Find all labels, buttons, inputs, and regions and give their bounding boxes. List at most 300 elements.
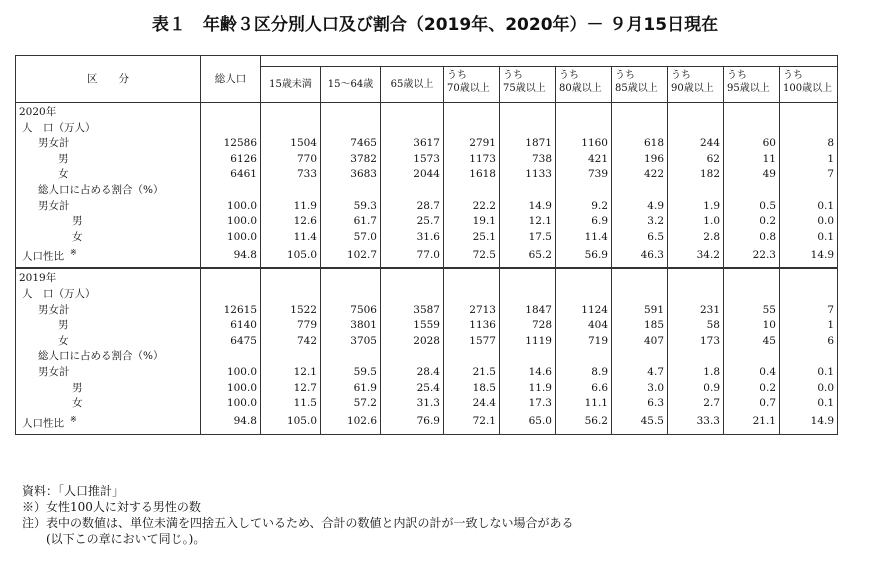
header-sub-bottom: 75歳以上 bbox=[503, 83, 546, 94]
table-cell: 72.1 bbox=[444, 412, 500, 435]
row-label-cell bbox=[16, 136, 201, 152]
table-cell: 3782 bbox=[321, 152, 381, 168]
table-cell: 12.1 bbox=[500, 214, 556, 230]
header-sub-bottom: 80歳以上 bbox=[559, 83, 602, 94]
group-label-row bbox=[16, 121, 838, 137]
table-cell: 45.5 bbox=[612, 412, 668, 435]
table-cell bbox=[201, 287, 261, 303]
table-cell: 1136 bbox=[444, 318, 500, 334]
table-cell: 100.0 bbox=[201, 381, 261, 397]
table-cell: 100.0 bbox=[201, 396, 261, 412]
note-rounding: 注）表中の数値は、単位未満を四捨五入しているため、合計の数値と内訳の計が一致しない場合がある bbox=[22, 516, 574, 530]
table-cell bbox=[444, 349, 500, 365]
row-label: 女 bbox=[58, 168, 69, 181]
table-cell: 3.2 bbox=[612, 214, 668, 230]
table-cell: 22.3 bbox=[724, 245, 780, 268]
table-cell bbox=[261, 183, 321, 199]
table-cell: 3705 bbox=[321, 334, 381, 350]
row-label: 男 bbox=[72, 381, 83, 394]
table-cell: 1119 bbox=[500, 334, 556, 350]
table-cell bbox=[556, 183, 612, 199]
table-cell bbox=[381, 121, 444, 137]
table-cell: 59.5 bbox=[321, 365, 381, 381]
table-cell: 14.6 bbox=[500, 365, 556, 381]
table-cell: 618 bbox=[612, 136, 668, 152]
header-sub-age bbox=[612, 67, 668, 103]
table-cell: 21.5 bbox=[444, 365, 500, 381]
table-cell bbox=[668, 349, 724, 365]
table-cell: 719 bbox=[556, 334, 612, 350]
header-sub-age bbox=[668, 67, 724, 103]
table-cell bbox=[321, 349, 381, 365]
table-cell: 173 bbox=[668, 334, 724, 350]
table-cell: 770 bbox=[261, 152, 321, 168]
table-cell: 0.8 bbox=[724, 230, 780, 246]
table-cell: 1173 bbox=[444, 152, 500, 168]
table-cell: 25.1 bbox=[444, 230, 500, 246]
table-cell: 1 bbox=[780, 318, 838, 334]
table-cell bbox=[381, 268, 444, 287]
table-cell bbox=[780, 287, 838, 303]
table-cell: 6.5 bbox=[612, 230, 668, 246]
table-cell: 100.0 bbox=[201, 214, 261, 230]
row-label: 男女計 bbox=[38, 199, 70, 212]
table-cell bbox=[321, 103, 381, 121]
table-cell: 105.0 bbox=[261, 412, 321, 435]
population-table bbox=[15, 55, 838, 435]
table-cell: 0.1 bbox=[780, 365, 838, 381]
table-cell bbox=[381, 103, 444, 121]
table-cell: 11.9 bbox=[261, 199, 321, 215]
table-cell: 0.2 bbox=[724, 381, 780, 397]
table-cell: 25.4 bbox=[381, 381, 444, 397]
table-cell: 56.9 bbox=[556, 245, 612, 268]
table-cell: 12615 bbox=[201, 303, 261, 319]
table-cell bbox=[321, 287, 381, 303]
table-cell: 46.3 bbox=[612, 245, 668, 268]
row-label: 男女計 bbox=[38, 137, 70, 150]
table-cell: 17.3 bbox=[500, 396, 556, 412]
table-cell: 102.7 bbox=[321, 245, 381, 268]
table-cell: 2713 bbox=[444, 303, 500, 319]
header-sub-top: うち bbox=[727, 70, 747, 81]
table-row bbox=[16, 318, 838, 334]
footnote-mark: ※ bbox=[70, 248, 77, 258]
table-cell: 10 bbox=[724, 318, 780, 334]
table-cell: 61.7 bbox=[321, 214, 381, 230]
table-cell: 2791 bbox=[444, 136, 500, 152]
table-cell: 94.8 bbox=[201, 412, 261, 435]
table-cell bbox=[261, 268, 321, 287]
table-cell: 45 bbox=[724, 334, 780, 350]
table-cell: 182 bbox=[668, 167, 724, 183]
table-cell: 0.1 bbox=[780, 230, 838, 246]
table-cell bbox=[780, 103, 838, 121]
row-label: 男女計 bbox=[38, 303, 70, 316]
row-label-cell bbox=[16, 318, 201, 334]
table-cell bbox=[201, 103, 261, 121]
table-cell: 11.4 bbox=[261, 230, 321, 246]
table-cell bbox=[444, 103, 500, 121]
table-cell: 58 bbox=[668, 318, 724, 334]
table-cell: 59.3 bbox=[321, 199, 381, 215]
table-cell: 7506 bbox=[321, 303, 381, 319]
table-cell: 11.1 bbox=[556, 396, 612, 412]
table-cell: 7465 bbox=[321, 136, 381, 152]
table-cell: 14.9 bbox=[500, 199, 556, 215]
row-label: 2020年 bbox=[19, 106, 57, 118]
table-cell: 72.5 bbox=[444, 245, 500, 268]
table-row bbox=[16, 214, 838, 230]
footnotes bbox=[22, 483, 574, 547]
table-cell: 0.0 bbox=[780, 381, 838, 397]
note-rounding-cont: (以下この章において同じ。)。 bbox=[22, 532, 206, 546]
table-cell bbox=[724, 183, 780, 199]
table-cell: 1522 bbox=[261, 303, 321, 319]
table-cell bbox=[321, 183, 381, 199]
header-sub-top: うち bbox=[783, 70, 803, 81]
table-cell bbox=[381, 183, 444, 199]
table-cell: 1504 bbox=[261, 136, 321, 152]
row-label-cell bbox=[16, 214, 201, 230]
table-cell bbox=[780, 121, 838, 137]
row-label: 女 bbox=[58, 334, 69, 347]
table-row bbox=[16, 381, 838, 397]
table-row bbox=[16, 199, 838, 215]
header-sub-top: うち bbox=[671, 70, 691, 81]
table-cell bbox=[201, 121, 261, 137]
table-cell: 0.9 bbox=[668, 381, 724, 397]
row-label-cell bbox=[16, 199, 201, 215]
row-label: 2019年 bbox=[19, 272, 57, 285]
table-cell bbox=[261, 121, 321, 137]
row-label: 男 bbox=[58, 152, 69, 165]
table-cell: 9.2 bbox=[556, 199, 612, 215]
year-row bbox=[16, 268, 838, 287]
table-cell: 1124 bbox=[556, 303, 612, 319]
note-source: 資料：「人口推計」 bbox=[22, 484, 125, 498]
table-cell: 77.0 bbox=[381, 245, 444, 268]
table-cell: 3617 bbox=[381, 136, 444, 152]
header-sub-top: うち bbox=[503, 70, 523, 81]
table-cell: 6475 bbox=[201, 334, 261, 350]
group-label-row bbox=[16, 287, 838, 303]
table-cell: 3683 bbox=[321, 167, 381, 183]
table-cell bbox=[261, 287, 321, 303]
header-sub-top: うち bbox=[615, 70, 635, 81]
header-sub-age bbox=[556, 67, 612, 103]
table-cell bbox=[612, 287, 668, 303]
table-row bbox=[16, 334, 838, 350]
table-cell: 8.9 bbox=[556, 365, 612, 381]
row-label: 男 bbox=[72, 215, 83, 228]
table-cell bbox=[724, 103, 780, 121]
table-cell: 2.7 bbox=[668, 396, 724, 412]
table-cell bbox=[556, 121, 612, 137]
table-cell bbox=[381, 287, 444, 303]
table-cell: 6.3 bbox=[612, 396, 668, 412]
table-cell: 4.9 bbox=[612, 199, 668, 215]
table-cell: 102.6 bbox=[321, 412, 381, 435]
table-row bbox=[16, 230, 838, 246]
table-cell bbox=[444, 287, 500, 303]
table-cell bbox=[500, 287, 556, 303]
table-cell: 8 bbox=[780, 136, 838, 152]
row-label-cell bbox=[16, 287, 201, 303]
table-cell: 728 bbox=[500, 318, 556, 334]
table-cell: 1.8 bbox=[668, 365, 724, 381]
sex-ratio-row bbox=[16, 245, 838, 268]
table-cell: 1559 bbox=[381, 318, 444, 334]
header-sub-age bbox=[444, 67, 500, 103]
table-cell bbox=[321, 121, 381, 137]
table-cell: 6461 bbox=[201, 167, 261, 183]
row-label-cell bbox=[16, 412, 201, 435]
table-cell bbox=[556, 287, 612, 303]
table-cell: 421 bbox=[556, 152, 612, 168]
table-cell: 1.9 bbox=[668, 199, 724, 215]
table-cell: 6140 bbox=[201, 318, 261, 334]
table-cell: 1133 bbox=[500, 167, 556, 183]
header-sub-age bbox=[780, 67, 838, 103]
table-cell: 24.4 bbox=[444, 396, 500, 412]
row-label-cell bbox=[16, 245, 201, 268]
table-cell bbox=[201, 268, 261, 287]
row-label-cell bbox=[16, 103, 201, 121]
table-cell: 779 bbox=[261, 318, 321, 334]
footnote-mark: ※ bbox=[70, 414, 77, 424]
table-cell: 196 bbox=[612, 152, 668, 168]
table-cell: 12.7 bbox=[261, 381, 321, 397]
table-cell bbox=[261, 349, 321, 365]
table-cell: 0.4 bbox=[724, 365, 780, 381]
table-cell bbox=[724, 287, 780, 303]
row-label: 女 bbox=[72, 397, 83, 410]
table-cell: 0.5 bbox=[724, 199, 780, 215]
table-cell: 105.0 bbox=[261, 245, 321, 268]
table-cell: 0.0 bbox=[780, 214, 838, 230]
row-label-cell bbox=[16, 230, 201, 246]
table-cell: 34.2 bbox=[668, 245, 724, 268]
table-cell: 56.2 bbox=[556, 412, 612, 435]
table-cell: 100.0 bbox=[201, 365, 261, 381]
table-cell bbox=[780, 349, 838, 365]
table-cell: 14.9 bbox=[780, 245, 838, 268]
table-cell bbox=[668, 287, 724, 303]
row-label-cell bbox=[16, 303, 201, 319]
table-cell bbox=[724, 121, 780, 137]
table-cell: 17.5 bbox=[500, 230, 556, 246]
table-cell: 11.5 bbox=[261, 396, 321, 412]
table-cell bbox=[556, 103, 612, 121]
table-cell: 404 bbox=[556, 318, 612, 334]
table-cell bbox=[500, 268, 556, 287]
row-label-cell bbox=[16, 349, 201, 365]
table-cell: 28.7 bbox=[381, 199, 444, 215]
table-cell: 407 bbox=[612, 334, 668, 350]
header-sub-bottom: 85歳以上 bbox=[615, 83, 658, 94]
table-cell: 12.1 bbox=[261, 365, 321, 381]
table-cell: 61.9 bbox=[321, 381, 381, 397]
table-cell bbox=[612, 268, 668, 287]
table-cell: 2044 bbox=[381, 167, 444, 183]
row-label: 人 口（万人） bbox=[22, 121, 96, 134]
table-cell: 231 bbox=[668, 303, 724, 319]
table-cell: 1618 bbox=[444, 167, 500, 183]
header-15-64: 15～64歳 bbox=[321, 67, 381, 103]
table-cell: 49 bbox=[724, 167, 780, 183]
header-sub-bottom: 95歳以上 bbox=[727, 83, 770, 94]
table-cell: 57.0 bbox=[321, 230, 381, 246]
table-cell: 22.2 bbox=[444, 199, 500, 215]
table-cell: 1 bbox=[780, 152, 838, 168]
table-cell: 12.6 bbox=[261, 214, 321, 230]
year-row bbox=[16, 103, 838, 121]
table-cell: 19.1 bbox=[444, 214, 500, 230]
row-label: 人 口（万人） bbox=[22, 288, 96, 301]
table-cell bbox=[444, 183, 500, 199]
row-label-cell bbox=[16, 334, 201, 350]
page-title: 表１ 年齢３区分別人口及び割合（2019年、2020年）－ ９月15日現在 bbox=[151, 15, 719, 35]
table-cell: 55 bbox=[724, 303, 780, 319]
table-cell: 18.5 bbox=[444, 381, 500, 397]
table-row bbox=[16, 396, 838, 412]
table-row bbox=[16, 303, 838, 319]
table-cell bbox=[724, 268, 780, 287]
table-cell: 0.2 bbox=[724, 214, 780, 230]
table-cell: 185 bbox=[612, 318, 668, 334]
header-category: 区 分 bbox=[16, 56, 201, 103]
table-cell: 31.6 bbox=[381, 230, 444, 246]
table-cell: 733 bbox=[261, 167, 321, 183]
table-cell: 28.4 bbox=[381, 365, 444, 381]
table-cell: 31.3 bbox=[381, 396, 444, 412]
table-cell bbox=[668, 183, 724, 199]
table-cell bbox=[500, 103, 556, 121]
table-cell: 100.0 bbox=[201, 199, 261, 215]
table-cell bbox=[500, 349, 556, 365]
table-row bbox=[16, 365, 838, 381]
table-cell: 14.9 bbox=[780, 412, 838, 435]
table-cell bbox=[612, 121, 668, 137]
table-cell bbox=[724, 349, 780, 365]
table-cell: 742 bbox=[261, 334, 321, 350]
table-cell bbox=[780, 183, 838, 199]
header-spacer bbox=[261, 56, 838, 67]
table-cell: 57.2 bbox=[321, 396, 381, 412]
header-sub-age bbox=[724, 67, 780, 103]
table-cell bbox=[261, 103, 321, 121]
table-row bbox=[16, 152, 838, 168]
table-cell: 1577 bbox=[444, 334, 500, 350]
table-cell: 3801 bbox=[321, 318, 381, 334]
table-cell bbox=[668, 103, 724, 121]
table-cell bbox=[444, 121, 500, 137]
table-cell bbox=[201, 349, 261, 365]
table-body bbox=[16, 103, 838, 435]
table-cell: 94.8 bbox=[201, 245, 261, 268]
table-cell bbox=[556, 349, 612, 365]
header-over65: 65歳以上 bbox=[381, 67, 444, 103]
table-cell bbox=[321, 268, 381, 287]
table-cell bbox=[780, 268, 838, 287]
row-label-cell bbox=[16, 365, 201, 381]
table-cell: 3.0 bbox=[612, 381, 668, 397]
table-cell bbox=[668, 121, 724, 137]
row-label-cell bbox=[16, 167, 201, 183]
table-cell: 62 bbox=[668, 152, 724, 168]
table-cell: 0.1 bbox=[780, 199, 838, 215]
header-sub-age bbox=[500, 67, 556, 103]
table-cell: 739 bbox=[556, 167, 612, 183]
table-cell bbox=[612, 103, 668, 121]
table-cell: 6.9 bbox=[556, 214, 612, 230]
table-cell: 244 bbox=[668, 136, 724, 152]
table-cell: 7 bbox=[780, 303, 838, 319]
header-sub-top: うち bbox=[447, 70, 467, 81]
row-label: 総人口に占める割合（%） bbox=[38, 183, 164, 196]
row-label-cell bbox=[16, 121, 201, 137]
row-label-cell bbox=[16, 381, 201, 397]
table-cell: 3587 bbox=[381, 303, 444, 319]
table-cell bbox=[612, 183, 668, 199]
header-total: 総人口 bbox=[201, 56, 261, 103]
table-cell: 4.7 bbox=[612, 365, 668, 381]
header-sub-top: うち bbox=[559, 70, 579, 81]
row-label: 男 bbox=[58, 319, 69, 332]
table-cell: 1847 bbox=[500, 303, 556, 319]
table-cell: 6 bbox=[780, 334, 838, 350]
row-label-cell bbox=[16, 396, 201, 412]
header-sub-bottom: 70歳以上 bbox=[447, 83, 490, 94]
header-sub-bottom: 100歳以上 bbox=[783, 83, 833, 94]
table-cell: 6.6 bbox=[556, 381, 612, 397]
row-label: 女 bbox=[72, 230, 83, 243]
row-label: 総人口に占める割合（%） bbox=[38, 350, 164, 363]
table-cell: 65.2 bbox=[500, 245, 556, 268]
header-sub-bottom: 90歳以上 bbox=[671, 83, 714, 94]
table-cell: 100.0 bbox=[201, 230, 261, 246]
table-cell bbox=[668, 268, 724, 287]
table-cell: 11 bbox=[724, 152, 780, 168]
table-cell bbox=[500, 183, 556, 199]
row-label-cell bbox=[16, 268, 201, 287]
table-cell: 11.9 bbox=[500, 381, 556, 397]
table-cell: 1871 bbox=[500, 136, 556, 152]
table-cell bbox=[500, 121, 556, 137]
sex-ratio-row bbox=[16, 412, 838, 435]
table-cell: 0.7 bbox=[724, 396, 780, 412]
table-cell: 6126 bbox=[201, 152, 261, 168]
table-cell: 2028 bbox=[381, 334, 444, 350]
table-cell: 33.3 bbox=[668, 412, 724, 435]
table-cell bbox=[444, 268, 500, 287]
table-cell bbox=[381, 349, 444, 365]
row-label: 男女計 bbox=[38, 366, 70, 378]
table-row bbox=[16, 167, 838, 183]
group-label-row bbox=[16, 183, 838, 199]
row-label: 人口性比 bbox=[22, 417, 64, 430]
table-cell: 1.0 bbox=[668, 214, 724, 230]
table-cell: 591 bbox=[612, 303, 668, 319]
table-cell: 76.9 bbox=[381, 412, 444, 435]
row-label-cell bbox=[16, 152, 201, 168]
table-cell: 21.1 bbox=[724, 412, 780, 435]
table-cell: 1160 bbox=[556, 136, 612, 152]
note-sex-ratio: ※）女性100人に対する男性の数 bbox=[22, 500, 201, 514]
table-cell: 60 bbox=[724, 136, 780, 152]
table-cell: 422 bbox=[612, 167, 668, 183]
